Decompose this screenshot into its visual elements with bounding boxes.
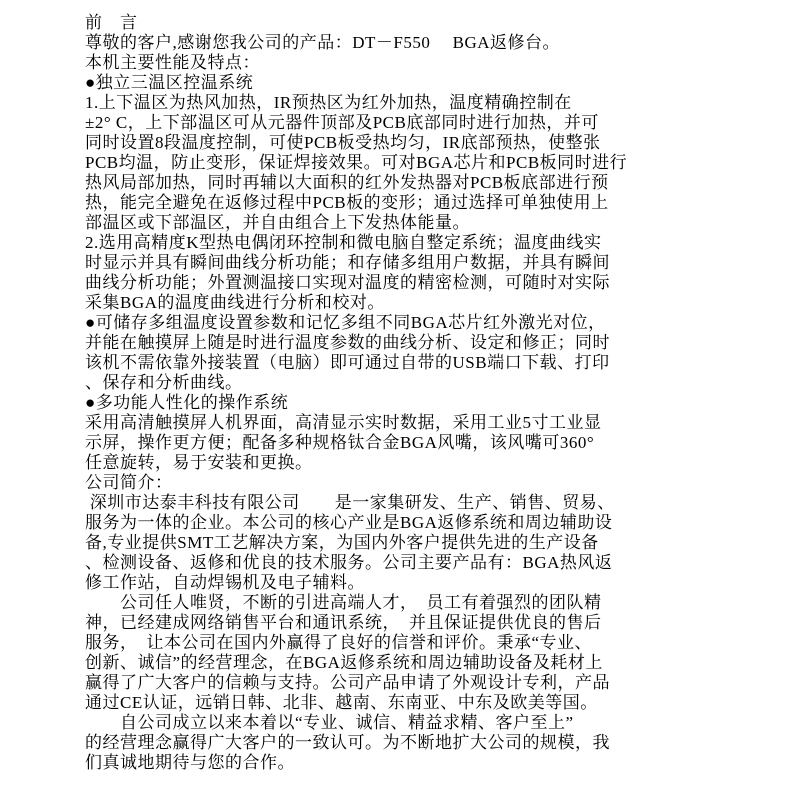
text-line: 公司简介： (85, 473, 173, 492)
text-line: 尊敬的客户,感谢您我公司的产品：DT－F550 BGA返修台。 (85, 33, 561, 52)
text-line: 备,专业提供SMT工艺解决方案，为国内外客户提供先进的生产设备 (85, 533, 599, 552)
text-line: 神，已经建成网络销售平台和通讯系统， 并且保证提供优良的售后 (85, 613, 602, 632)
text-line: 热风局部加热，同时再辅以大面积的红外发热器对PCB板底部进行预 (85, 173, 609, 192)
text-line: 创新、诚信”的经营理念，在BGA返修系统和周边辅助设备及耗材上 (85, 653, 603, 672)
text-line: 时显示并具有瞬间曲线分析功能；和存储多组用户数据，并具有瞬间 (85, 253, 610, 272)
text-line: 该机不需依靠外接装置（电脑）即可通过自带的USB端口下载、打印 (85, 353, 610, 372)
text-line: 通过CE认证，远销日韩、北非、越南、东南亚、中东及欧美等国。 (85, 693, 598, 712)
text-line: 任意旋转，易于安装和更换。 (85, 453, 313, 472)
text-line: 示屏，操作更方便；配备多种规格钛合金BGA风嘴，该风嘴可360° (85, 433, 595, 452)
text-line: 前 言 (85, 13, 138, 32)
text-line: 、检测设备、返修和优良的技术服务。公司主要产品有：BGA热风返 (85, 553, 613, 572)
text-line: 1.上下温区为热风加热，IR预热区为红外加热，温度精确控制在 (85, 93, 572, 112)
text-line: 修工作站，自动焊锡机及电子辅料。 (85, 573, 365, 592)
text-line: 赢得了广大客户的信赖与支持。公司产品申请了外观设计专利，产品 (85, 673, 610, 692)
text-line: ●可储存多组温度设置参数和记忆多组不同BGA芯片红外激光对位， (85, 313, 606, 332)
text-line: 热，能完全避免在返修过程中PCB板的变形；通过选择可单独使用上 (85, 193, 609, 212)
text-line: 2.选用高精度K型热电偶闭环控制和微电脑自整定系统；温度曲线实 (85, 233, 602, 252)
text-line: ●多功能人性化的操作系统 (85, 393, 289, 412)
text-line: 部温区或下部温区，并自由组合上下发热体能量。 (85, 213, 470, 232)
text-line: 的经营理念赢得广大客户的一致认可。为不断地扩大公司的规模，我 (85, 733, 610, 752)
text-line: PCB均温，防止变形，保证焊接效果。可对BGA芯片和PCB板同时进行 (85, 153, 628, 172)
text-line: 采集BGA的温度曲线进行分析和校对。 (85, 293, 385, 312)
text-line: 、保存和分析曲线。 (85, 373, 243, 392)
text-line: ±2° C，上下部温区可从元器件顶部及PCB底部同时进行加热，并可 (85, 113, 599, 132)
document-body (85, 13, 725, 773)
text-line: 并能在触摸屏上随是时进行温度参数的曲线分析、设定和修正；同时 (85, 333, 610, 352)
text-line: 服务为一体的企业。本公司的核心产业是BGA返修系统和周边辅助设 (85, 513, 613, 532)
text-line: 采用高清触摸屏人机界面，高清显示实时数据，采用工业5寸工业显 (85, 413, 602, 432)
text-line: 同时设置8段温度控制，可使PCB板受热均匀，IR底部预热，使整张 (85, 133, 601, 152)
text-line: 公司任人唯贤，不断的引进高端人才， 员工有着强烈的团队精 (85, 593, 602, 612)
text-line: 深圳市达泰丰科技有限公司 是一家集研发、生产、销售、贸易、 (85, 493, 615, 512)
text-line: 本机主要性能及特点： (85, 53, 260, 72)
text-line: 自公司成立以来本着以“专业、诚信、精益求精、客户至上” (85, 713, 574, 732)
text-line: 曲线分析功能；外置测温接口实现对温度的精密检测，可随时对实际 (85, 273, 610, 292)
text-line: 们真诚地期待与您的合作。 (85, 753, 295, 772)
text-line: 服务， 让本公司在国内外赢得了良好的信誉和评价。秉承“专业、 (85, 633, 593, 652)
text-line: ●独立三温区控温系统 (85, 73, 254, 92)
